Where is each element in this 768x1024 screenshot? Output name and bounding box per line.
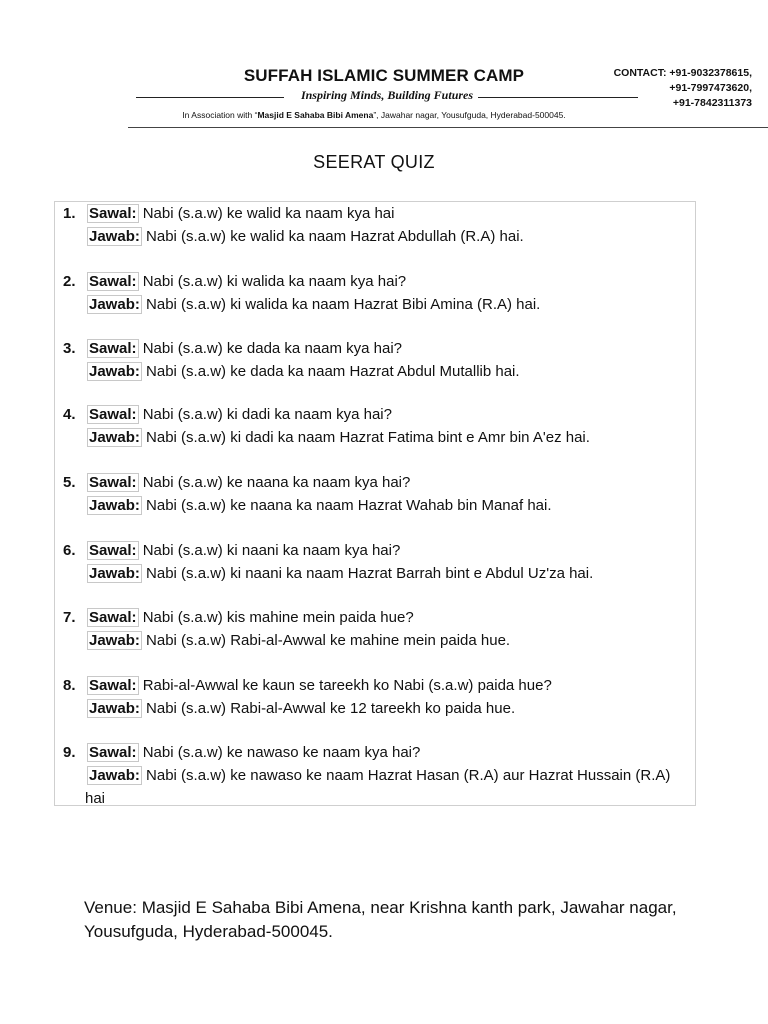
- answer-line: [87, 764, 670, 787]
- venue-label: Venue:: [84, 898, 137, 917]
- item-number: 5.: [63, 474, 76, 491]
- header-divider: [128, 127, 768, 128]
- question-text: Nabi (s.a.w) ke walid ka naam kya hai: [142, 205, 395, 222]
- venue-address-2: Yousufguda, Hyderabad-500045.: [84, 922, 333, 941]
- contact-block: [590, 66, 752, 111]
- jawab-label: Jawab:: [89, 565, 140, 582]
- answer-text: Nabi (s.a.w) ki walida ka naam Hazrat Bibi Amina (R.A) hai.: [146, 296, 541, 313]
- quiz-box: [54, 201, 696, 806]
- question-text: Nabi (s.a.w) ke naana ka naam kya hai?: [142, 474, 411, 491]
- tagline-row: [136, 88, 638, 106]
- sawal-label: Sawal:: [89, 474, 137, 491]
- item-number: 3.: [63, 340, 76, 357]
- jawab-label: Jawab:: [89, 767, 140, 784]
- question-line: [87, 674, 552, 697]
- answer-line: [87, 494, 552, 517]
- answer-text: Nabi (s.a.w) ke nawaso ke naam Hazrat Hasan (R.A) aur Hazrat Hussain (R.A): [146, 767, 671, 784]
- sawal-label: Sawal:: [89, 406, 137, 423]
- jawab-label: Jawab:: [89, 296, 140, 313]
- question-line: [87, 539, 400, 562]
- question-text: Nabi (s.a.w) ke dada ka naam kya hai?: [142, 340, 403, 357]
- contact-line-2: +91-7997473620,: [669, 82, 752, 94]
- question-line: [87, 403, 392, 426]
- sawal-label: Sawal:: [89, 205, 137, 222]
- question-text: Rabi-al-Awwal ke kaun se tareekh ko Nabi (s.a.w) paida hue?: [142, 677, 552, 694]
- camp-title: SUFFAH ISLAMIC SUMMER CAMP: [243, 66, 525, 85]
- question-line: [87, 270, 406, 293]
- item-number: 8.: [63, 677, 76, 694]
- item-number: 7.: [63, 609, 76, 626]
- venue-line-1: [84, 896, 724, 920]
- answer-wrap-text: hai: [85, 790, 106, 807]
- answer-text: Nabi (s.a.w) Rabi-al-Awwal ke mahine mein paida hue.: [146, 632, 511, 649]
- answer-text: Nabi (s.a.w) ke naana ka naam Hazrat Wahab bin Manaf hai.: [146, 497, 552, 514]
- quiz-title: SEERAT QUIZ: [313, 152, 435, 172]
- item-number: 1.: [63, 205, 76, 222]
- question-text: Nabi (s.a.w) ke nawaso ke naam kya hai?: [142, 744, 421, 761]
- answer-text: Nabi (s.a.w) ki dadi ka naam Hazrat Fatima bint e Amr bin A'ez hai.: [146, 429, 590, 446]
- jawab-label: Jawab:: [89, 228, 140, 245]
- question-text: Nabi (s.a.w) ki walida ka naam kya hai?: [142, 273, 407, 290]
- jawab-label: Jawab:: [89, 632, 140, 649]
- question-text: Nabi (s.a.w) kis mahine mein paida hue?: [142, 609, 414, 626]
- jawab-label: Jawab:: [89, 700, 140, 717]
- venue-block: [84, 896, 724, 944]
- sawal-label: Sawal:: [89, 744, 137, 761]
- item-number: 4.: [63, 406, 76, 423]
- tagline: Inspiring Minds, Building Futures: [300, 88, 474, 102]
- association-line: [0, 110, 748, 120]
- question-line: [87, 202, 394, 225]
- association-suffix: ”, Jawahar nagar, Yousufguda, Hyderabad-500045.: [373, 110, 566, 120]
- answer-text: Nabi (s.a.w) ki naani ka naam Hazrat Barrah bint e Abdul Uz'za hai.: [146, 565, 594, 582]
- answer-line: [87, 562, 593, 585]
- contact-line-1: CONTACT: +91-9032378615,: [613, 67, 752, 79]
- answer-text: Nabi (s.a.w) Rabi-al-Awwal ke 12 tareekh ko paida hue.: [146, 700, 516, 717]
- question-line: [87, 337, 402, 360]
- answer-line: [87, 697, 515, 720]
- sawal-label: Sawal:: [89, 609, 137, 626]
- venue-address-1: Masjid E Sahaba Bibi Amena, near Krishna kanth park, Jawahar nagar,: [141, 898, 677, 917]
- contact-line-3: +91-7842311373: [672, 97, 752, 109]
- jawab-label: Jawab:: [89, 429, 140, 446]
- item-number: 6.: [63, 542, 76, 559]
- association-masjid: Masjid E Sahaba Bibi Amena: [257, 110, 374, 120]
- jawab-label: Jawab:: [89, 363, 140, 380]
- answer-line: [87, 360, 520, 383]
- question-text: Nabi (s.a.w) ki dadi ka naam kya hai?: [142, 406, 392, 423]
- jawab-label: Jawab:: [89, 497, 140, 514]
- sawal-label: Sawal:: [89, 542, 137, 559]
- sawal-label: Sawal:: [89, 340, 137, 357]
- question-line: [87, 606, 414, 629]
- question-line: [87, 471, 410, 494]
- item-number: 9.: [63, 744, 76, 761]
- question-line: [87, 741, 420, 764]
- answer-line: [87, 629, 510, 652]
- sawal-label: Sawal:: [89, 273, 137, 290]
- question-text: Nabi (s.a.w) ki naani ka naam kya hai?: [142, 542, 401, 559]
- item-number: 2.: [63, 273, 76, 290]
- association-prefix: In Association with “: [182, 110, 258, 120]
- sawal-label: Sawal:: [89, 677, 137, 694]
- answer-line: [87, 426, 590, 449]
- answer-text: Nabi (s.a.w) ke walid ka naam Hazrat Abdullah (R.A) hai.: [146, 228, 524, 245]
- answer-text: Nabi (s.a.w) ke dada ka naam Hazrat Abdul Mutallib hai.: [146, 363, 520, 380]
- answer-line: [87, 225, 524, 248]
- answer-line: [87, 293, 540, 316]
